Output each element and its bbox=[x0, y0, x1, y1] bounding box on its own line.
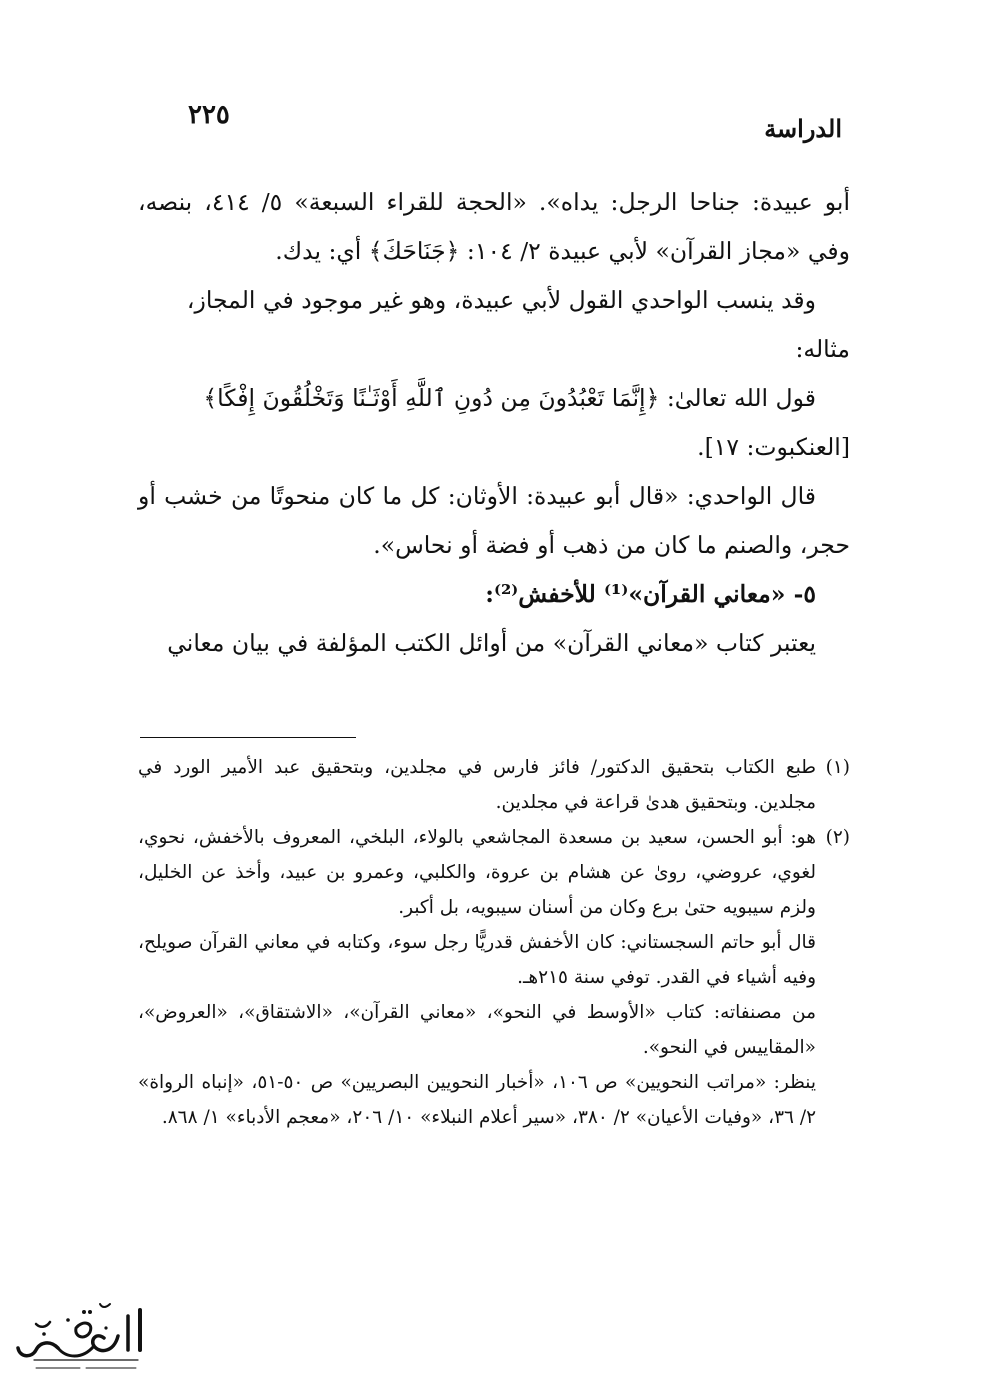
paragraph-attribution: وقد ينسب الواحدي القول لأبي عبيدة، وهو غير موجود في المجاز، bbox=[186, 286, 816, 314]
footnote-1 bbox=[138, 750, 850, 820]
section-heading: ٥- «معاني القرآن»⁽¹⁾ للأخفش⁽²⁾: bbox=[485, 580, 816, 608]
footnote-text: هو: أبو الحسن، سعيد بن مسعدة المجاشعي بالولاء، البلخي، المعروف بالأخفش، نحوي، لغوي، عروضي، روىٰ عن هشام بن عروة، والكلبي، وعمرو بن عبيد، وأخذ عن الخليل، ولزم سيبويه حتىٰ برع وكان من أسنان سيبويه، بل أكبر. bbox=[138, 827, 816, 918]
footnote-2 bbox=[138, 820, 850, 925]
verse-intro: قول الله تعالىٰ: bbox=[659, 384, 816, 412]
quran-verse: ﴿إِنَّمَا تَعْبُدُونَ مِن دُونِ ٱللَّهِ أَوْثَـٰنًا وَتَخْلُقُونَ إِفْكًا﴾ bbox=[203, 384, 660, 412]
paragraph-example-label: مثاله: bbox=[795, 335, 850, 363]
running-title: الدراسة bbox=[764, 114, 842, 143]
footnotes bbox=[138, 750, 850, 1135]
paragraph-continuation: أبو عبيدة: جناحا الرجل: يداه». «الحجة للقراء السبعة» ٥/ ٤١٤، بنصه، وفي «مجاز القرآن» لأبي عبيدة ٢/ ١٠٤: ﴿جَنَاحَكَ﴾ أي: يدك. bbox=[138, 188, 850, 265]
paragraph-section-intro: يعتبر كتاب «معاني القرآن» من أوائل الكتب المؤلفة في بيان معاني bbox=[167, 629, 816, 657]
paragraph-quran-verse bbox=[138, 374, 850, 423]
logo-calligraphy-icon bbox=[10, 1298, 150, 1376]
footnote-text: طبع الكتاب بتحقيق الدكتور/ فائز فارس في مجلدين، وبتحقيق عبد الأمير الورد في مجلدين. وبتحقيق هدىٰ قراعة في مجلدين. bbox=[138, 757, 816, 813]
footnote-number: (٢) bbox=[825, 827, 850, 848]
footnote-number: (١) bbox=[825, 757, 850, 778]
footnote-divider bbox=[140, 737, 356, 738]
verse-reference: [العنكبوت: ١٧]. bbox=[697, 433, 850, 461]
page-header bbox=[140, 100, 850, 150]
main-text bbox=[138, 178, 850, 668]
publisher-logo bbox=[10, 1298, 150, 1376]
footnote-paragraph: قال أبو حاتم السجستاني: كان الأخفش قدريًّا رجل سوء، وكتابه في معاني القرآن صويلح، وفيه أشياء في القدر. توفي سنة ٢١٥هـ. bbox=[138, 932, 816, 988]
paragraph-wahidi-quote: قال الواحدي: «قال أبو عبيدة: الأوثان: كل ما كان منحوتًا من خشب أو حجر، والصنم ما كان من ذهب أو فضة أو نحاس». bbox=[138, 482, 850, 559]
footnote-paragraph: ينظر: «مراتب النحويين» ص ١٠٦، «أخبار النحويين البصريين» ص ٥٠-٥١، «إنباه الرواة» ٢/ ٣٦، «وفيات الأعيان» ٢/ ٣٨٠، «سير أعلام النبلاء» ١٠/ ٢٠٦، «معجم الأدباء» ١/ ٨٦٨. bbox=[138, 1072, 816, 1128]
footnote-paragraph: من مصنفاته: كتاب «الأوسط في النحو»، «معاني القرآن»، «الاشتقاق»، «العروض»، «المقاييس في النحو». bbox=[138, 1002, 816, 1058]
page-number: ٢٢٥ bbox=[188, 100, 230, 130]
